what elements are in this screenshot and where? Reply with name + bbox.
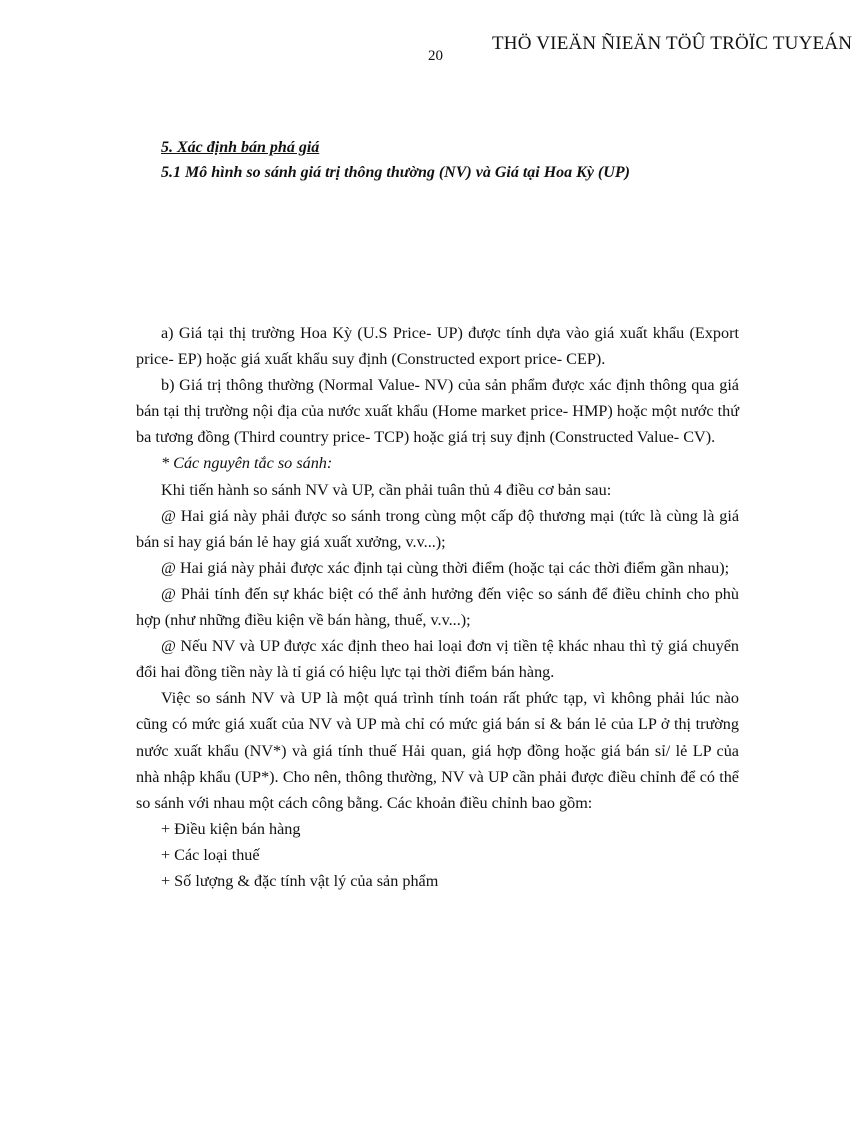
adjustment-item: + Điều kiện bán hàng [161,819,301,838]
comparison-principles-heading: * Các nguyên tắc so sánh: [161,454,333,473]
section-subtitle: 5.1 Mô hình so sánh giá trị thông thường (NV) và Giá tại Hoa Kỳ (UP) [161,164,630,181]
rule-item: @ Hai giá này phải được so sánh trong cùng một cấp độ thương mại (tức là cùng là giá bán sỉ hay giá bán lẻ hay giá xuất xưởng, v.v...); [136,506,739,551]
rule-item: @ Nếu NV và UP được xác định theo hai loại đơn vị tiền tệ khác nhau thì tỷ giá chuyển đổi hai đồng tiền này là tỉ giá có hiệu lực tại thời điểm bán hàng. [136,637,739,682]
paragraph-normal-value: b) Giá trị thông thường (Normal Value- NV) của sản phẩm được xác định thông qua giá bán tại thị trường nội địa của nước xuất khẩu (Home market price- HMP) hoặc một nước thứ ba tương đồng (Third country price- TCP) hoặc giá trị suy định (Constructed Value- CV). [136,376,739,447]
page-number: 20 [428,48,443,64]
body-text [136,320,739,894]
adjustment-item: + Các loại thuế [161,845,260,864]
library-banner: THÖ VIEÄN ÑIEÄN TÖÛ TRÖÏC TUYEÁN [492,33,852,54]
paragraph-adjustments: Việc so sánh NV và UP là một quá trình tính toán rất phức tạp, vì không phải lúc nào cũng có mức giá xuất của NV và UP mà chỉ có mức giá bán sỉ & bán lẻ của LP ở thị trường nước xuất khẩu (NV*) và giá tính thuế Hải quan, giá hợp đồng hoặc giá bán sỉ/ lẻ LP của nhà nhập khẩu (UP*). Cho nên, thông thường, NV và UP cần phải được điều chỉnh để có thể so sánh với nhau một cách công bằng. Các khoản điều chỉnh bao gồm: [136,689,739,812]
paragraph-us-price: a) Giá tại thị trường Hoa Kỳ (U.S Price- UP) được tính dựa vào giá xuất khẩu (Export price- EP) hoặc giá xuất khẩu suy định (Constructed export price- CEP). [136,324,739,369]
paragraph-intro-rules: Khi tiến hành so sánh NV và UP, cần phải tuân thủ 4 điều cơ bản sau: [161,480,612,499]
adjustment-item: + Số lượng & đặc tính vật lý của sản phẩm [161,871,439,890]
rule-item: @ Hai giá này phải được xác định tại cùng thời điểm (hoặc tại các thời điểm gần nhau); [161,558,730,577]
section-title: 5. Xác định bán phá giá [161,139,320,156]
rule-item: @ Phải tính đến sự khác biệt có thể ảnh hưởng đến việc so sánh để điều chỉnh cho phù hợp (như những điều kiện về bán hàng, thuế, v.v...); [136,584,739,630]
